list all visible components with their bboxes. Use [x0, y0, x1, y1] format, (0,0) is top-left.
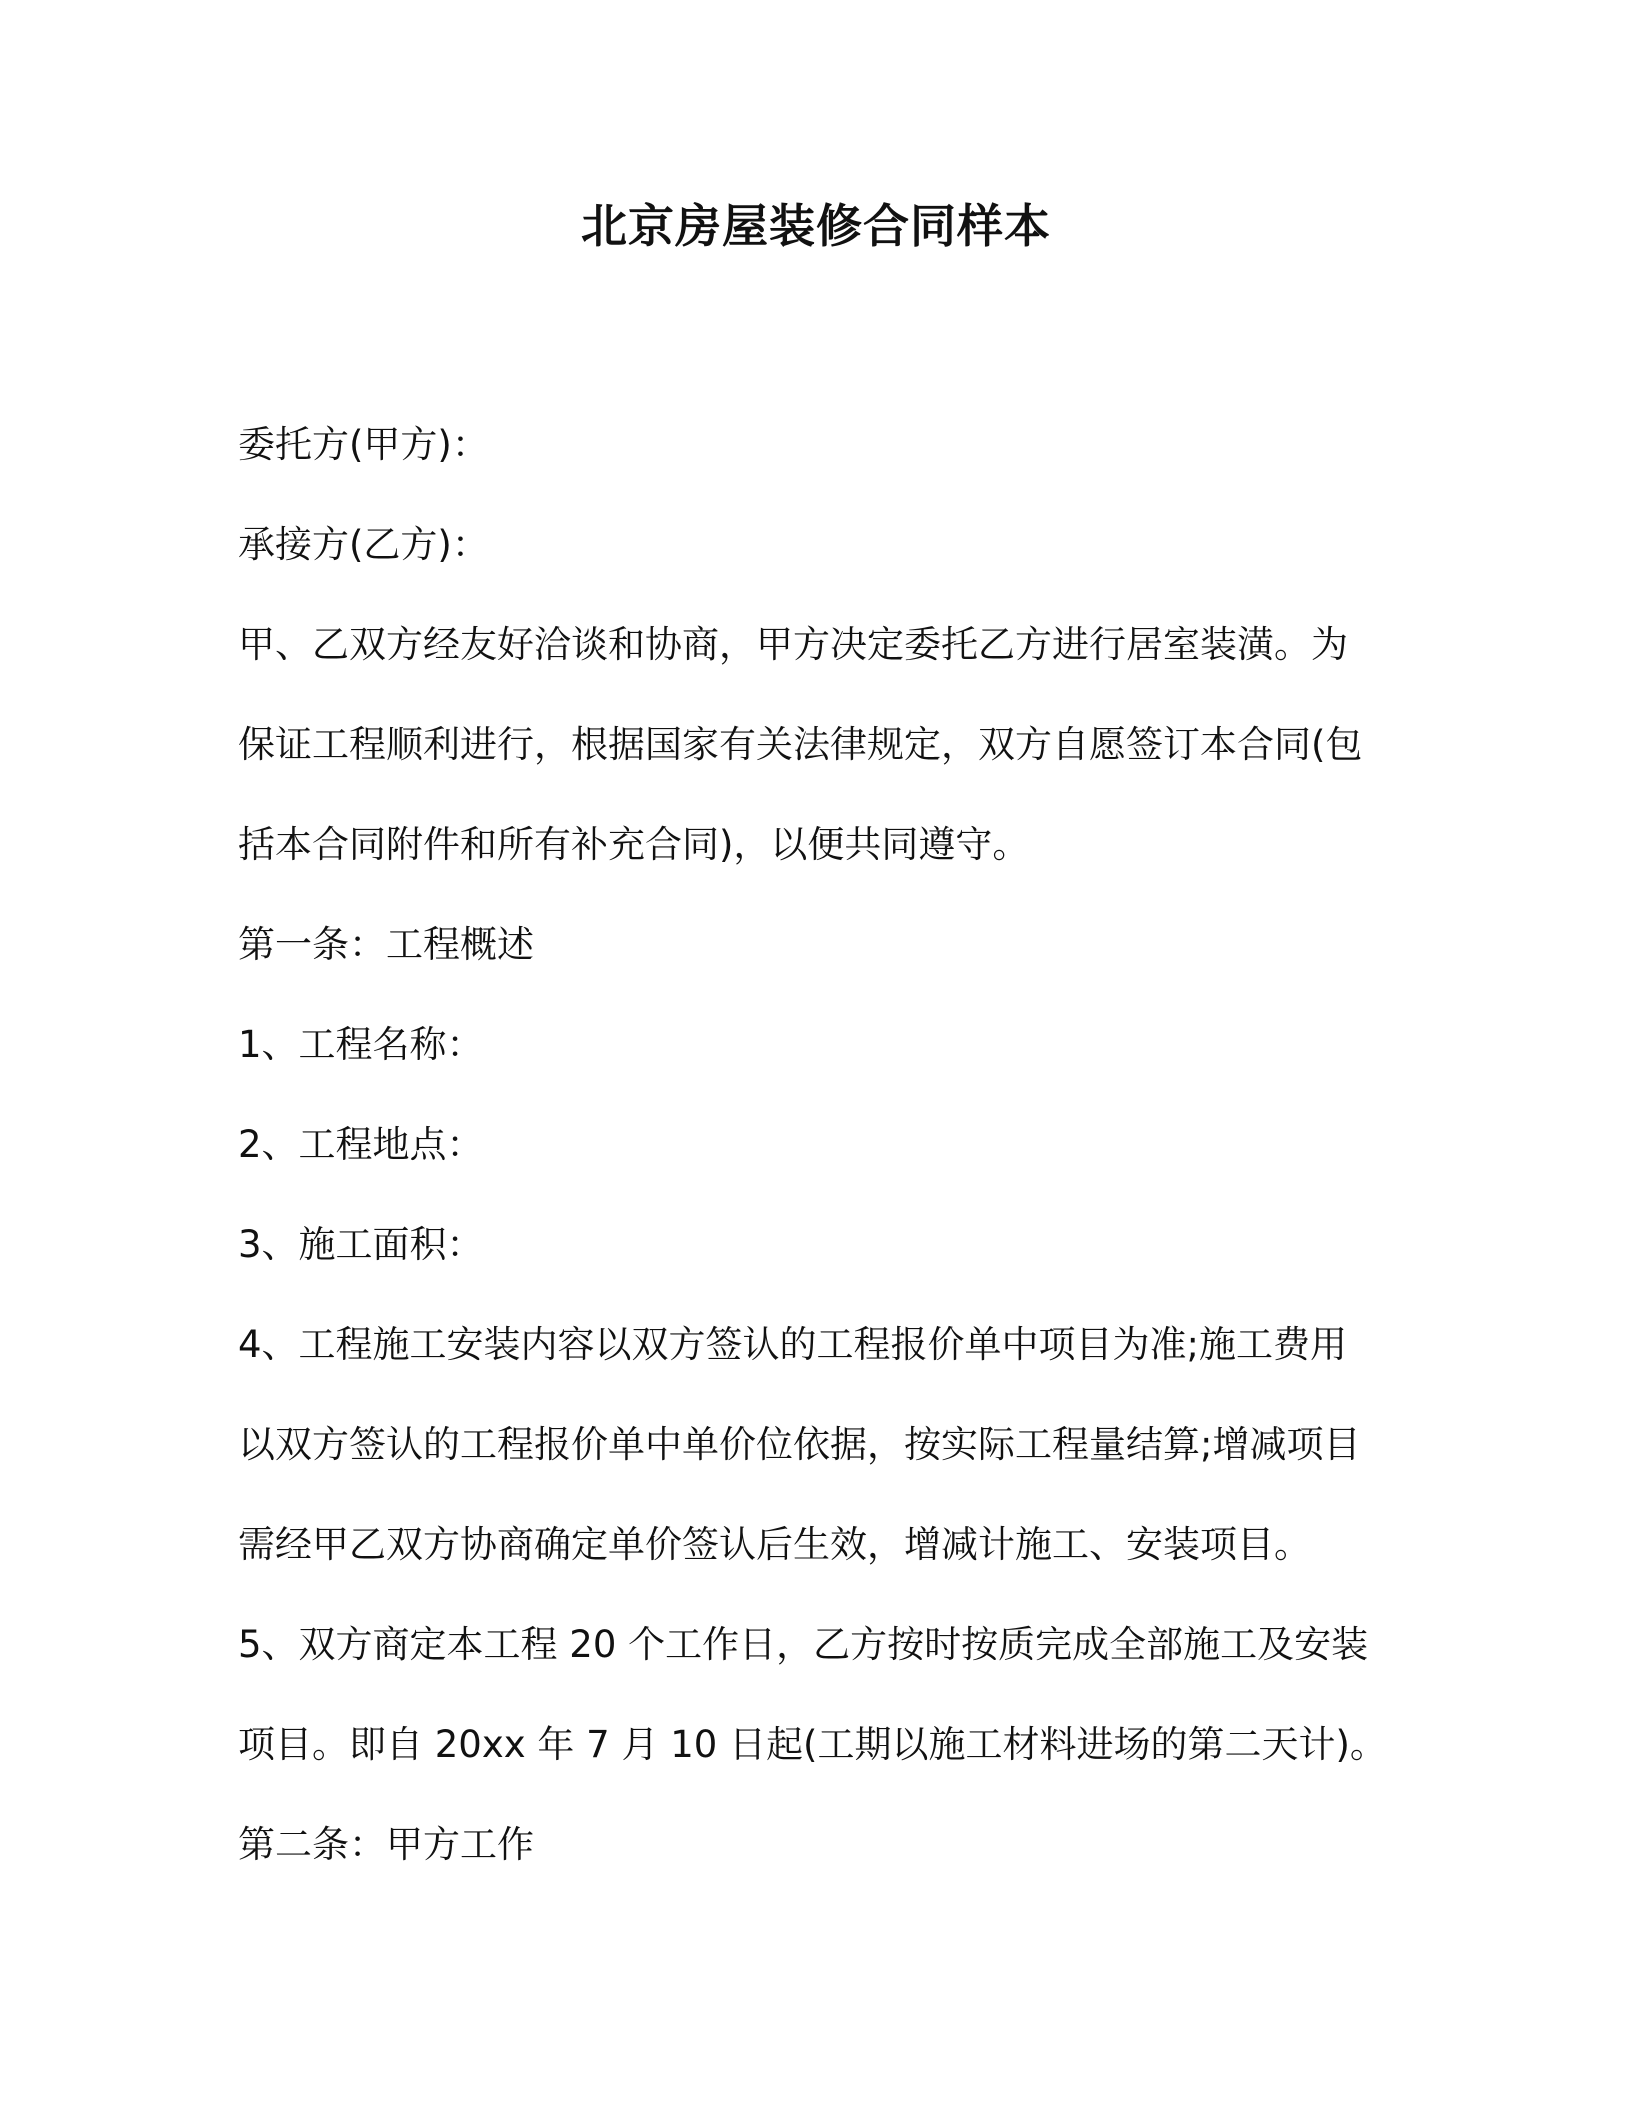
item-5-line-2: 项目。即自 20xx 年 7 月 10 日起(工期以施工材料进场的第二天计)。 [238, 1723, 1387, 1766]
construction-area-line: 3、施工面积： [238, 1223, 484, 1266]
item-4-line-2: 以双方签认的工程报价单中单价位依据，按实际工程量结算;增减项目 [238, 1423, 1361, 1466]
contractor-party-line: 承接方(乙方)： [238, 523, 489, 566]
preamble-line-3: 括本合同附件和所有补充合同)，以便共同遵守。 [238, 823, 1030, 866]
preamble-line-1: 甲、乙双方经友好洽谈和协商，甲方决定委托乙方进行居室装潢。为 [238, 623, 1348, 666]
article-1-heading: 第一条：工程概述 [238, 923, 534, 966]
project-name-line: 1、工程名称： [238, 1023, 484, 1066]
item-4-line-1: 4、工程施工安装内容以双方签认的工程报价单中项目为准;施工费用 [238, 1323, 1348, 1366]
preamble-line-2: 保证工程顺利进行，根据国家有关法律规定，双方自愿签订本合同(包 [238, 723, 1363, 766]
article-2-heading: 第二条：甲方工作 [238, 1823, 534, 1866]
item-5-line-1: 5、双方商定本工程 20 个工作日，乙方按时按质完成全部施工及安装 [238, 1623, 1369, 1666]
document-title: 北京房屋装修合同样本 [581, 199, 1051, 253]
project-location-line: 2、工程地点： [238, 1123, 484, 1166]
client-party-line: 委托方(甲方)： [238, 423, 489, 466]
item-4-line-3: 需经甲乙双方协商确定单价签认后生效，增减计施工、安装项目。 [238, 1523, 1311, 1566]
